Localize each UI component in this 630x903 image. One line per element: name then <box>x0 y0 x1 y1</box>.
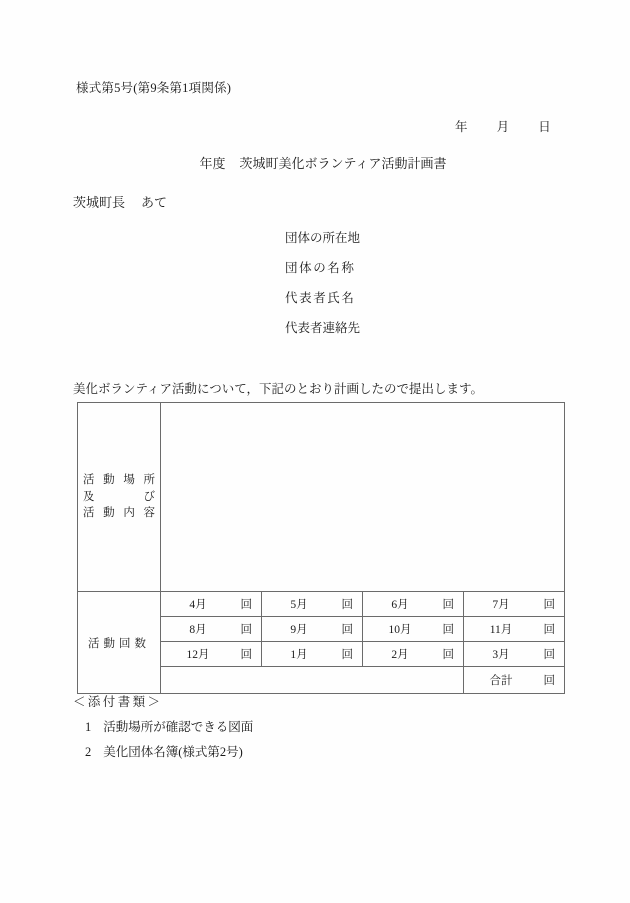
label-char: 活 <box>83 507 95 520</box>
attachments-heading: ＜添付書類＞ <box>73 695 163 709</box>
applicant-group-name-label: 団体の名称 <box>285 261 356 275</box>
addressee <box>73 192 167 211</box>
month-cell-4[interactable] <box>161 592 262 617</box>
title-text: 茨城町美化ボランティア活動計画書 <box>239 156 447 171</box>
unit-label: 回 <box>442 624 454 636</box>
unit-label: 回 <box>543 599 555 611</box>
month-label: 2月 <box>391 649 409 661</box>
date-day-label: 日 <box>538 120 551 134</box>
activity-label-line-1 <box>83 472 155 489</box>
unit-label: 回 <box>341 599 353 611</box>
document-title <box>0 153 630 172</box>
applicant-info-block <box>285 228 360 348</box>
attachments-section <box>73 692 253 760</box>
attachment-item-1 <box>73 717 253 735</box>
attachment-number: 1 <box>85 720 92 734</box>
unit-label: 回 <box>442 649 454 661</box>
label-char: 及 <box>83 490 95 503</box>
applicant-representative-contact-label: 代表者連絡先 <box>285 321 361 335</box>
month-cell-9[interactable] <box>262 617 363 642</box>
label-char: 活 <box>83 473 95 486</box>
unit-label: 回 <box>240 624 252 636</box>
month-label: 9月 <box>290 624 308 636</box>
label-char: び <box>143 490 155 503</box>
month-label: 6月 <box>391 599 409 611</box>
unit-label: 回 <box>442 599 454 611</box>
month-label: 10月 <box>388 624 412 636</box>
attachment-text: 美化団体名簿(様式第2号) <box>103 745 243 759</box>
unit-label: 回 <box>543 624 555 636</box>
addressee-name: 茨城町長 <box>73 195 126 210</box>
month-cell-7[interactable] <box>464 592 565 617</box>
total-cell[interactable] <box>464 667 565 694</box>
month-label: 8月 <box>189 624 207 636</box>
fiscal-year-label: 年度 <box>199 156 226 171</box>
month-label: 7月 <box>492 599 510 611</box>
label-char: 内 <box>123 507 135 520</box>
month-cell-5[interactable] <box>262 592 363 617</box>
activity-label-line-2 <box>83 489 155 506</box>
unit-label: 回 <box>240 599 252 611</box>
table-row-months-1 <box>78 592 565 617</box>
unit-label: 回 <box>543 675 555 687</box>
total-row-blank-cell <box>161 667 464 694</box>
activity-location-label <box>83 472 155 522</box>
month-label: 4月 <box>189 599 207 611</box>
month-cell-3[interactable] <box>464 642 565 667</box>
label-char: 動 <box>103 507 115 520</box>
activity-plan-table <box>77 402 565 694</box>
month-cell-6[interactable] <box>363 592 464 617</box>
applicant-address-label: 団体の所在地 <box>285 231 361 245</box>
date-year-label: 年 <box>455 120 468 134</box>
unit-label: 回 <box>341 649 353 661</box>
activity-content-input-cell[interactable] <box>161 403 565 592</box>
month-label: 3月 <box>492 649 510 661</box>
month-label: 11月 <box>489 624 513 636</box>
month-cell-8[interactable] <box>161 617 262 642</box>
date-month-label: 月 <box>496 120 510 134</box>
label-char: 動 <box>103 473 115 486</box>
label-char: 場 <box>123 473 135 486</box>
form-number: 様式第5号(第9条第1項関係) <box>76 81 232 95</box>
month-cell-10[interactable] <box>363 617 464 642</box>
month-label: 5月 <box>290 599 308 611</box>
attachment-item-2 <box>73 742 253 760</box>
activity-label-line-3 <box>83 505 155 522</box>
attachment-number: 2 <box>85 745 92 759</box>
unit-label: 回 <box>341 624 353 636</box>
label-char: 所 <box>143 473 155 486</box>
addressee-suffix: あて <box>141 195 168 210</box>
month-label: 1月 <box>290 649 308 661</box>
total-label: 合計 <box>489 675 513 687</box>
attachment-text: 活動場所が確認できる図面 <box>103 720 254 734</box>
unit-label: 回 <box>240 649 252 661</box>
month-cell-12[interactable] <box>161 642 262 667</box>
unit-label: 回 <box>543 649 555 661</box>
submission-statement: 美化ボランティア活動について，下記のとおり計画したので提出します。 <box>73 382 484 396</box>
month-cell-1[interactable] <box>262 642 363 667</box>
table-row-activity-content <box>78 403 565 592</box>
month-cell-2[interactable] <box>363 642 464 667</box>
applicant-representative-name-label: 代表者氏名 <box>285 291 356 305</box>
label-char: 容 <box>143 507 155 520</box>
month-cell-11[interactable] <box>464 617 565 642</box>
month-label: 12月 <box>186 649 210 661</box>
activity-location-label-cell <box>78 403 161 592</box>
activity-count-label-cell: 活動回数 <box>78 592 161 694</box>
date-line <box>455 117 551 135</box>
